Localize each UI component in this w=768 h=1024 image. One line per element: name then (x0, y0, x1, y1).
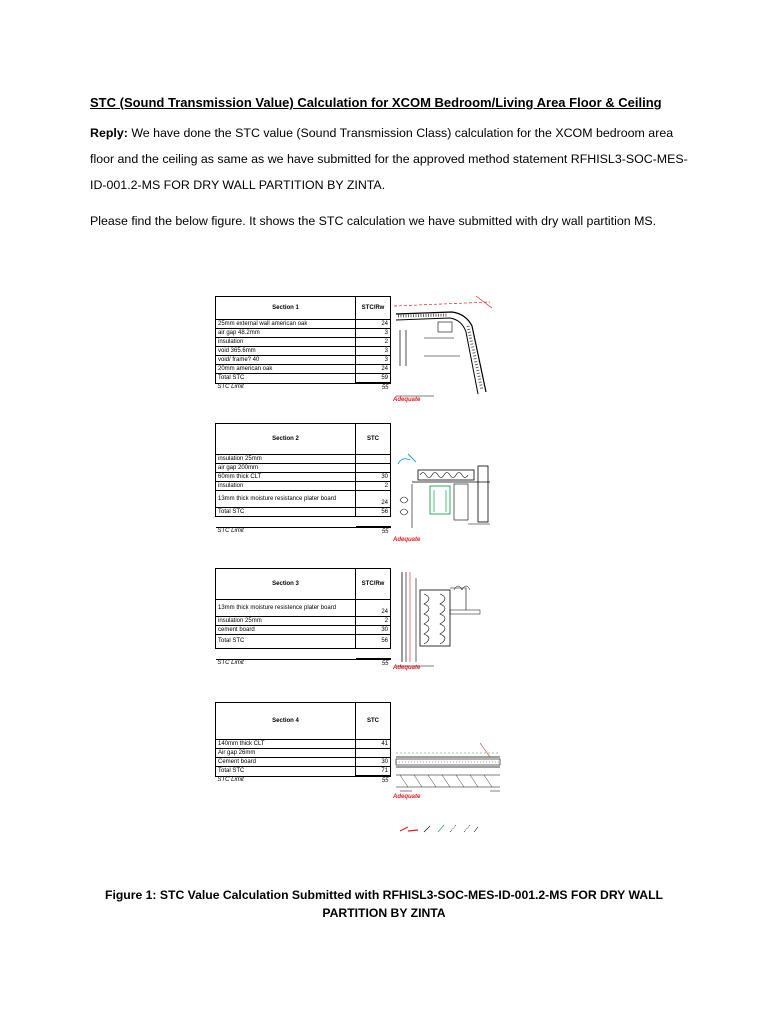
row-label: insulation (216, 338, 356, 347)
total-value: 56 (356, 635, 391, 649)
row-label: void/ frame? 40 (216, 356, 356, 365)
column-header: STC/Rw (356, 297, 391, 320)
column-header: STC (356, 703, 391, 740)
row-value (356, 455, 391, 464)
row-value: 3 (356, 329, 391, 338)
total-label: Total STC (216, 635, 356, 649)
row-label: 20mm american oak (216, 365, 356, 374)
section-1-table (215, 296, 391, 392)
row-value: 24 (356, 320, 391, 329)
row-label: insulation 25mm (216, 455, 356, 464)
section-2-table (215, 423, 391, 536)
row-label: insulation 25mm (216, 617, 356, 626)
verdict-label: Adequate (393, 397, 421, 403)
limit-value: 55 (356, 776, 391, 785)
spacer-cell (356, 649, 391, 660)
spacer-cell (216, 649, 356, 660)
limit-label: STC Limit (216, 659, 356, 668)
section-4-table (215, 702, 391, 785)
spacer-cell (216, 517, 356, 528)
section-3-drawing (394, 570, 494, 670)
section-title: Section 1 (216, 297, 356, 320)
total-value: 59 (356, 374, 391, 384)
row-label: void 365.6mm (216, 347, 356, 356)
row-value: 24 (356, 491, 391, 508)
section-2-drawing (394, 450, 494, 532)
reply-paragraph (90, 120, 690, 198)
row-value: 30 (356, 473, 391, 482)
document-heading: STC (Sound Transmission Value) Calculation for XCOM Bedroom/Living Area Floor & Ceiling (90, 95, 662, 110)
row-label: 140mm thick CLT (216, 740, 356, 749)
section-title: Section 2 (216, 424, 356, 455)
row-value: 24 (356, 600, 391, 617)
verdict-label: Adequate (393, 665, 421, 671)
row-value (356, 464, 391, 473)
row-label: 13mm thick moisture resistence plater board (216, 600, 356, 617)
column-header: STC (356, 424, 391, 455)
row-label: 60mm thick CLT (216, 473, 356, 482)
total-label: Total STC (216, 374, 356, 384)
row-label: air gap 48.2mm (216, 329, 356, 338)
row-label: insulation (216, 482, 356, 491)
detail-marks-drawing (398, 822, 482, 834)
row-value: 24 (356, 365, 391, 374)
section-title: Section 3 (216, 569, 356, 600)
row-label: Cement board (216, 758, 356, 767)
row-label: 25mm external wall american oak (216, 320, 356, 329)
reply-text: We have done the STC value (Sound Transmission Class) calculation for the XCOM bedroom area floor and the ceiling as same as we have submitted for the approved method statement RFHISL3-SOC-MES-ID-001.2-MS FOR DRY WALL PARTITION BY ZINTA. (90, 126, 688, 192)
row-label: 13mm thick moisture resistance plater board (216, 491, 356, 508)
limit-label: STC Limit (216, 776, 356, 785)
row-value: 2 (356, 338, 391, 347)
section-1-drawing (394, 292, 494, 400)
row-value: 30 (356, 626, 391, 635)
row-value: 2 (356, 482, 391, 491)
column-header: STC/Rw (356, 569, 391, 600)
row-value (356, 749, 391, 758)
section-3-table (215, 568, 391, 668)
figure-caption: Figure 1: STC Value Calculation Submitted with RFHISL3-SOC-MES-ID-001.2-MS FOR DRY WALL PARTITION BY ZINTA (105, 888, 663, 920)
limit-value: 55 (356, 383, 391, 392)
limit-value: 55 (356, 527, 391, 536)
total-label: Total STC (216, 508, 356, 517)
verdict-label: Adequate (393, 537, 421, 543)
total-value: 56 (356, 508, 391, 517)
limit-value: 55 (356, 659, 391, 668)
section-4-drawing (394, 735, 504, 795)
total-label: Total STC (216, 767, 356, 777)
find-paragraph: Please find the below figure. It shows the STC calculation we have submitted with dry wall partition MS. (90, 214, 657, 228)
reply-label: Reply: (90, 126, 128, 140)
row-label: Air gap 26mm (216, 749, 356, 758)
row-value: 3 (356, 356, 391, 365)
row-label: cement board (216, 626, 356, 635)
row-label: air gap 200mm (216, 464, 356, 473)
row-value: 2 (356, 617, 391, 626)
limit-label: STC Limit (216, 527, 356, 536)
spacer-cell (356, 517, 391, 528)
row-value: 41 (356, 740, 391, 749)
section-title: Section 4 (216, 703, 356, 740)
row-value: 30 (356, 758, 391, 767)
row-value: 3 (356, 347, 391, 356)
total-value: 71 (356, 767, 391, 777)
limit-label: STC Limit (216, 383, 356, 392)
verdict-label: Adequate (393, 794, 421, 800)
